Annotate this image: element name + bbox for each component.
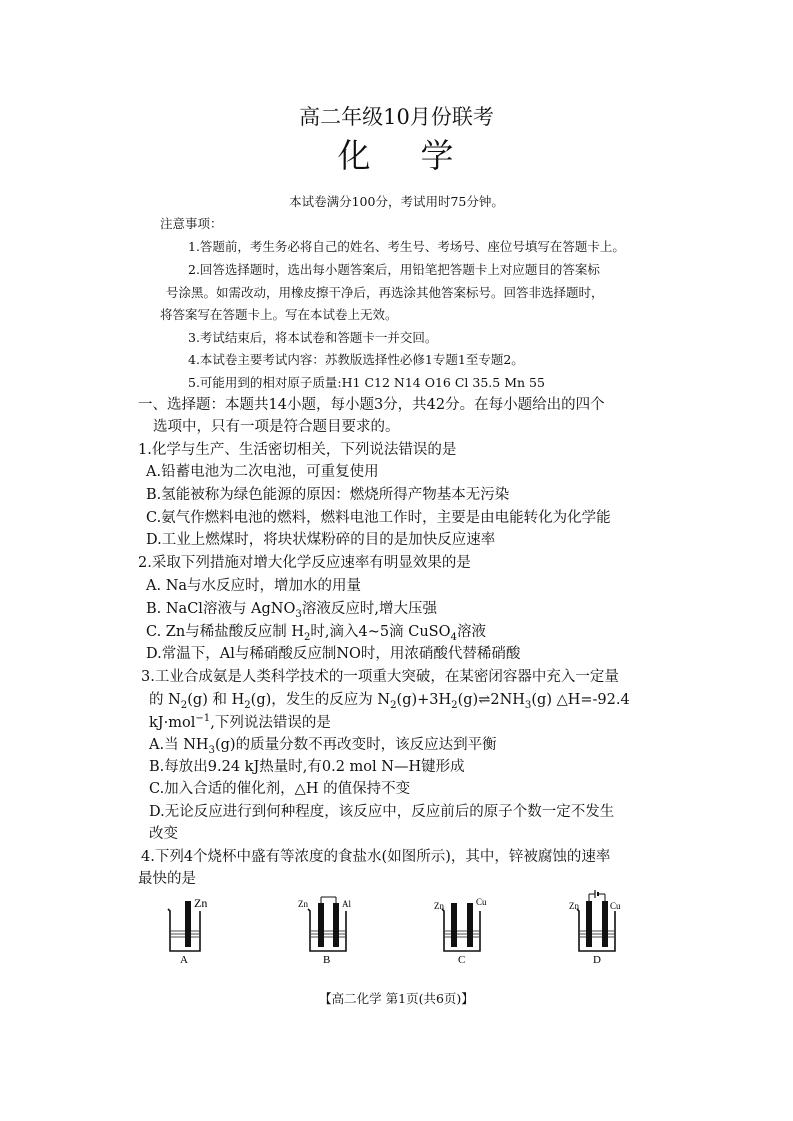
question-2-option-a: A. Na与水反应时，增加水的用量: [146, 578, 362, 594]
figure-label: A: [180, 954, 188, 965]
metal-label: Cu: [610, 901, 621, 911]
question-2-stem: 2.采取下列措施对增大化学反应速率有明显效果的是: [138, 555, 471, 571]
page-title: 高二年级10月份联考: [299, 105, 494, 129]
question-3-stem-cont: kJ·mol$^{-1}$,下列说法错误的是: [149, 713, 331, 731]
subject-char-2: 学: [420, 136, 456, 175]
section-heading: 一、选择题：本题共14小题，每小题3分，共42分。在每小题给出的四个: [138, 397, 605, 413]
subject-char-1: 化: [337, 136, 373, 175]
question-1-option-d: D.工业上燃煤时，将块状煤粉碎的目的是加快反应速率: [146, 532, 496, 548]
question-4-stem-cont: 最快的是: [138, 871, 196, 887]
section-heading-cont: 选项中，只有一项是符合题目要求的。: [153, 419, 400, 435]
metal-label: Al: [342, 899, 351, 909]
beaker-figure-a: [160, 895, 220, 965]
question-2-option-c: C. Zn与稀盐酸反应制 $H_2$时,滴入4~5滴 CuSO$_4$溶液: [146, 624, 486, 643]
question-3-stem: 3.工业合成氨是人类科学技术的一项重大突破，在某密闭容器中充入一定量: [141, 669, 619, 685]
notice-item: 号涂黑。如需改动，用橡皮擦干净后，再选涂其他答案标号。回答非选择题时，: [166, 285, 604, 300]
question-1-option-a: A.铅蓄电池为二次电池，可重复使用: [146, 464, 379, 480]
metal-label: Zn: [298, 899, 308, 909]
notice-item: 4.本试卷主要考试内容：苏教版选择性必修1专题1至专题2。: [188, 352, 524, 367]
question-3-option-a: A.当 $NH_3(g)$的质量分数不再改变时，该反应达到平衡: [149, 737, 497, 756]
metal-label: Cu: [476, 897, 487, 907]
figure-label: D: [593, 954, 601, 965]
notice-item: 2.回答选择题时，选出每小题答案后，用铅笔把答题卡上对应题目的答案标: [188, 262, 600, 277]
exam-info: 本试卷满分100分，考试用时75分钟。: [289, 194, 504, 209]
figure-label: B: [323, 954, 331, 965]
beaker-figure-c: [432, 893, 502, 965]
page-footer: 【高二化学 第1页(共6页)】: [319, 991, 474, 1006]
notice-item: 3.考试结束后，将本试卷和答题卡一并交回。: [188, 330, 438, 345]
metal-label: Zn: [194, 896, 208, 910]
figure-label: C: [458, 954, 466, 965]
beaker-figure-b: [296, 895, 366, 965]
notice-item: 1.答题前，考生务必将自己的姓名、考生号、考场号、座位号填写在答题卡上。: [188, 239, 625, 254]
subject-title: [0, 130, 793, 177]
question-4-stem: 4.下列4个烧杯中盛有等浓度的食盐水(如图所示)，其中，锌被腐蚀的速率: [141, 849, 611, 865]
question-3-option-d: D.无论反应进行到何种程度，该反应中，反应前后的原子个数一定不发生: [149, 804, 615, 820]
question-3-option-b: B.每放出9.24 kJ热量时,有0.2 mol N—H键形成: [149, 759, 465, 775]
question-1-option-b: B.氢能被称为绿色能源的原因：燃烧所得产物基本无污染: [146, 487, 510, 503]
beaker-figure-d: [567, 889, 637, 965]
notice-item: 5.可能用到的相对原子质量:H1 C12 N14 O16 Cl 35.5 Mn 55: [188, 375, 545, 390]
notice-item: 将答案写在答题卡上。写在本试卷上无效。: [160, 307, 398, 322]
notice-heading: 注意事项：: [160, 216, 223, 231]
question-1-stem: 1.化学与生产、生活密切相关，下列说法错误的是: [138, 442, 457, 458]
question-3-option-d-cont: 改变: [149, 826, 178, 842]
metal-label: Zn: [434, 901, 444, 911]
question-2-option-b: B. NaCl溶液与 AgNO$_3$溶液反应时,增大压强: [146, 601, 437, 620]
metal-label: Zn: [569, 901, 579, 911]
question-2-option-d: D.常温下，Al与稀硝酸反应制NO时，用浓硝酸代替稀硝酸: [146, 646, 521, 662]
question-3-option-c: C.加入合适的催化剂，△H 的值保持不变: [149, 781, 411, 797]
question-1-option-c: C.氨气作燃料电池的燃料，燃料电池工作时，主要是由电能转化为化学能: [146, 510, 611, 526]
question-3-equation-line: 的 $N_2(g)$ 和 $H_2(g)$，发生的反应为 $N_2(g)+3H_2(g)\rightleftharpoons 2NH_3(g)$ △H=-92.4: [149, 692, 630, 711]
